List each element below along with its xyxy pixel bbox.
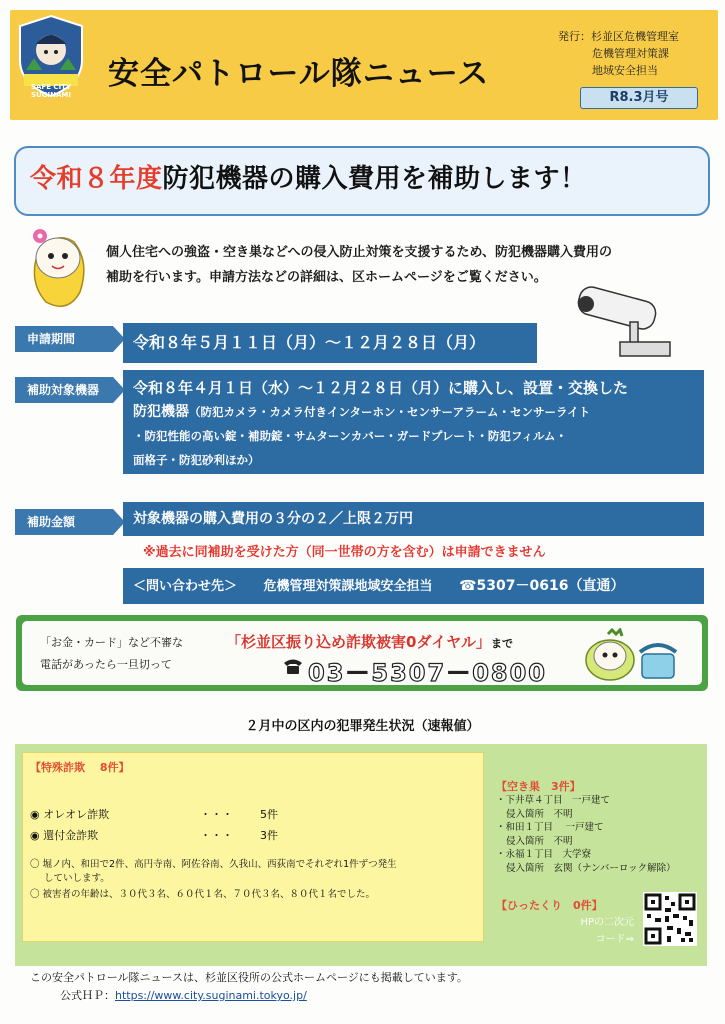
publisher-info [558,28,679,79]
logo-text: SAFE CITY SUGINAMI [30,83,72,99]
devices-line2-bold: 防犯機器 [133,404,189,420]
dots: ・・・ [200,829,233,842]
burglary-address: ・永福１丁目 大学寮 [496,849,592,860]
note-locations [30,858,470,886]
fraud-q-line1: 「お金・カード」など不審な [40,636,183,649]
burglary-entry: 侵入箇所 不明 [506,835,573,847]
fraud-phone: 03－5307－0800 [308,659,547,687]
devices-line1: 令和８年４月１日（水）～１２月２８日（月）に購入し、設置・交換した [133,379,629,397]
devices-line2 [133,400,694,424]
telephone-icon [282,657,304,675]
contact-phone: ☎5307－0616（直通） [459,578,625,594]
devices-box [123,370,704,474]
burglary-entry: 侵入箇所 不明 [506,808,573,820]
burglary-address: ・下井草４丁目 一戸建て [496,795,611,806]
burglary-address: ・和田１丁目 一戸建て [496,822,604,833]
qr-code-icon[interactable] [643,892,697,946]
burglary-title: 【空き巣 3件】 [496,780,581,793]
intro-line2: 補助を行います。申請方法などの詳細は、区ホームページをご覧ください。 [106,270,547,285]
publisher-line3: 地域安全担当 [592,64,658,77]
list-item [496,848,696,875]
special-fraud-panel [22,752,484,942]
headline-year: 令和８年度 [30,164,163,194]
qr-label [570,914,634,948]
devices-line2-rest: （防犯カメラ・カメラ付きインターホン・センサーアラーム・センサーライト [189,405,591,419]
contact-box [123,568,704,604]
publisher-line2: 危機管理対策課 [592,47,669,60]
dots: ・・・ [200,808,233,821]
note-ages: 〇 被害者の年齢は、３０代３名、６０代１名、７０代３名、８０代１名でした。 [30,889,376,900]
fraud-title [226,631,513,652]
fraud-type: 還付金詐欺 [43,829,99,842]
intro-text [106,240,626,290]
amount-label: 補助金額 [15,509,113,535]
note-line: していします。 [44,873,110,884]
official-site-link[interactable]: https://www.city.suginami.tokyo.jp/ [115,989,307,1002]
list-item [496,821,696,848]
fraud-count: 5件 [260,808,278,821]
headline-text [30,158,587,195]
footer-url-row [60,987,307,1003]
fraud-question [40,632,183,676]
period-label: 申請期間 [15,326,113,352]
mascot-icon [18,222,98,310]
note-line: 〇 堀ノ内、和田で2件、高円寺南、阿佐谷南、久我山、西荻南でそれぞれ1件ずつ発生 [30,859,397,870]
stats-title: ２月中の区内の犯罪発生状況（速報値） [245,719,480,734]
burglary-section [496,778,696,875]
issue-badge: R8.3月号 [580,87,698,109]
mascot-phone-icon [580,628,680,684]
special-fraud-title: 【特殊詐欺 8件】 [30,761,130,774]
fraud-count: 3件 [260,829,278,842]
burglary-entry: 侵入箇所 玄関（ナンバーロック解除） [506,862,676,874]
footer-url-label: 公式ＨＰ： [60,989,115,1002]
fraud-type: オレオレ詐欺 [43,808,110,821]
list-item [30,806,330,822]
devices-line3: ・防犯性能の高い錠・補助錠・サムターンカバー・ガードプレート・防犯フィルム・ [133,429,568,443]
bullet-icon: ◉ [30,808,44,821]
intro-line1: 個人住宅への強盗・空き巣などへの侵入防止対策を支援するため、防犯機器購入費用の [106,245,612,260]
amount-warning: ※過去に同補助を受けた方（同一世帯の方を含む）は申請できません [143,545,546,560]
publisher-label: 発行： [558,30,591,43]
fraud-title-suffix: まで [491,637,513,650]
fraud-q-line2: 電話があったら一旦切って [40,658,172,671]
footer-note: この安全パトロール隊ニュースは、杉並区役所の公式ホームページにも掲載しています。 [30,971,468,984]
contact-label: ＜問い合わせ先＞ [133,579,238,594]
headline-main: 防犯機器の購入費用を補助します！ [162,164,587,194]
list-item [496,794,696,821]
qr-label-line2: コード⇒ [595,934,634,945]
devices-line4: 面格子・防犯砂利ほか） [133,453,260,467]
list-item [30,827,330,843]
page-title: 安全パトロール隊ニュース [108,56,490,92]
qr-label-line1: HPの二次元 [580,917,634,928]
bullet-icon: ◉ [30,829,44,842]
devices-label: 補助対象機器 [15,377,113,403]
fraud-title-main: 「杉並区振り込め詐欺被害0ダイヤル」 [226,633,491,651]
publisher-line1: 杉並区危機管理室 [591,30,679,43]
security-camera-icon [570,280,680,360]
snatch-title: 【ひったくり 0件】 [496,899,603,912]
contact-dept: 危機管理対策課地域安全担当 [263,579,433,594]
amount-value: 対象機器の購入費用の３分の２／上限２万円 [123,502,704,536]
period-value: 令和８年５月１１日（月）～１２月２８日（月） [123,323,537,363]
